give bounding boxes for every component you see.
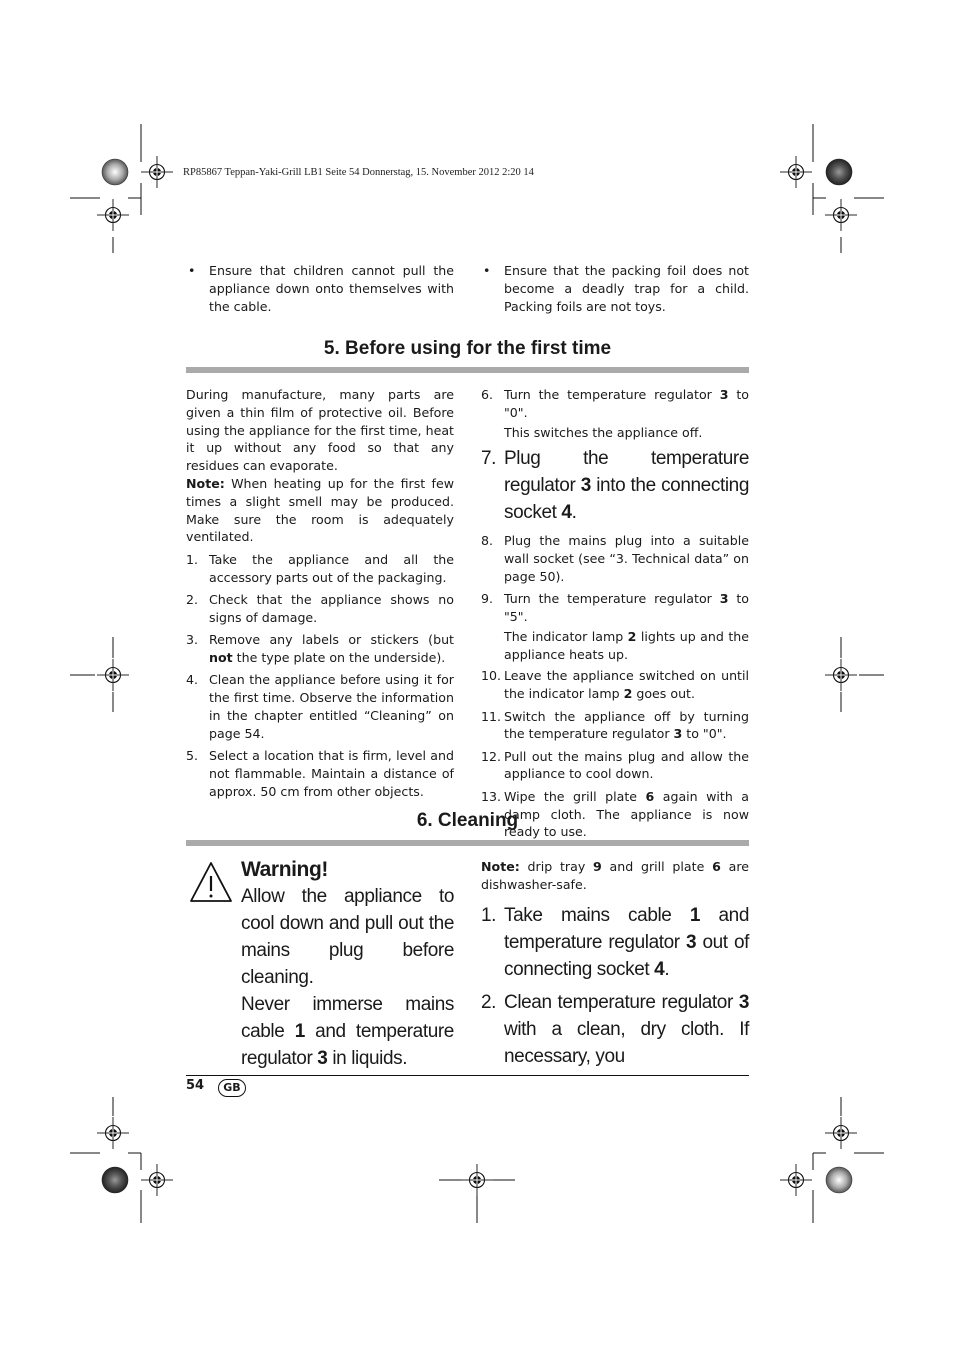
warning-text: in liquids.: [327, 1048, 408, 1069]
list-item: [186, 551, 454, 587]
step-text: lights up and the appliance heats up.: [504, 628, 749, 662]
list-item: [481, 748, 749, 784]
step-number: 10.: [481, 668, 502, 684]
step-text: to "5".: [504, 591, 749, 625]
step-subtext: This switches the appliance off.: [504, 424, 703, 440]
list-item: [481, 667, 749, 703]
step-bold: 4: [654, 958, 665, 980]
step-bold: 4: [561, 502, 572, 524]
note-label: Note:: [481, 859, 520, 874]
steps-list-right-2: [481, 532, 749, 625]
footer-rule: [186, 1075, 749, 1076]
section-heading-cleaning: 6. Cleaning: [416, 810, 519, 831]
step-text: Take mains cable: [504, 904, 690, 926]
note-bold: 6: [712, 859, 721, 874]
step-number: 7.: [481, 448, 497, 470]
warning-block: [241, 856, 454, 1072]
step-bold: 3: [580, 475, 591, 497]
step-bold: 3: [673, 726, 683, 742]
list-item: [481, 902, 749, 983]
step-text: Pull out the mains plug and allow the appliance to cool down.: [504, 748, 749, 782]
section6-right-column: [481, 858, 749, 1070]
step-bold: not: [209, 650, 233, 666]
step-text: to "0".: [682, 726, 727, 742]
step-text: Clean temperature regulator: [504, 991, 739, 1013]
step-text: to "0".: [504, 387, 749, 420]
step-number: 12.: [481, 748, 502, 764]
step-text: Plug the mains plug into a suitable wall socket (see “3. Technical data” on page 50).: [504, 533, 749, 584]
page-number: 54: [186, 1078, 205, 1093]
step-subtext: [481, 628, 749, 664]
list-item: [481, 532, 749, 585]
step-number: 8.: [481, 533, 494, 549]
step-text: Plug the temperature regulator: [504, 448, 749, 497]
warning-triangle-icon: [188, 860, 234, 906]
note-text: and grill plate: [601, 859, 713, 874]
printer-slug: RP85867 Teppan-Yaki-Grill LB1 Seite 54 Donnerstag, 15. November 2012 2:20 14: [183, 167, 534, 178]
step-number: 2.: [481, 991, 497, 1013]
step-number: 5.: [186, 748, 199, 764]
step-number: 2.: [186, 592, 199, 608]
step-text: Leave the appliance switched on until the indicator lamp: [504, 668, 749, 702]
step-7-large: [481, 445, 749, 526]
step-number: 11.: [481, 708, 502, 724]
section-heading-first-use: 5. Before using for the first time: [323, 338, 612, 359]
step-text: Wipe the grill plate: [504, 788, 646, 804]
step-number: 6.: [481, 387, 494, 402]
step-bold: 6: [645, 788, 655, 804]
step-text: Remove any labels or stickers (but: [209, 632, 454, 648]
section5-left-column: [186, 386, 454, 805]
warning-bold: 3: [317, 1048, 328, 1069]
list-item: [481, 989, 749, 1070]
step-text: The indicator lamp: [504, 628, 628, 644]
step-bold: 2: [627, 628, 637, 644]
step-text: .: [664, 958, 670, 980]
bullet-item: • Ensure that the packing foil does not become a deadly trap for a child. Packing foils are not toys.: [481, 262, 749, 315]
note-bold: 9: [593, 859, 602, 874]
warning-text: and temperature regulator: [241, 1021, 454, 1069]
top-bullet-left: [186, 262, 454, 315]
list-item: [186, 591, 454, 627]
language-badge: GB: [218, 1079, 246, 1097]
step-text: Take the appliance and all the accessory parts out of the packaging.: [209, 552, 454, 585]
note-label: Note:: [186, 475, 225, 491]
warning-text-2: [241, 991, 454, 1072]
list-item: [186, 747, 454, 800]
step-bold: 3: [719, 387, 729, 402]
bullet-item: • Ensure that children cannot pull the appliance down onto themselves with the cable.: [186, 262, 454, 315]
step-bold: 3: [719, 591, 729, 607]
list-item: [481, 386, 749, 422]
step-text: the type plate on the underside).: [232, 650, 446, 666]
note-text: are dishwasher-safe.: [481, 859, 749, 892]
step-text: and temperature regulator: [504, 904, 749, 953]
list-item: [186, 631, 454, 667]
list-item: [481, 445, 749, 526]
step-bold: 2: [623, 686, 633, 702]
steps-list-right: [481, 386, 749, 422]
step-text: with a clean, dry cloth. If necessary, you: [504, 1018, 749, 1067]
step-text: out of connecting socket: [504, 931, 749, 980]
top-bullet-right: [481, 262, 749, 315]
heading-rule: [186, 367, 749, 373]
step-text: Turn the temperature regulator: [504, 591, 720, 607]
warning-bold: 1: [294, 1021, 305, 1042]
step-text: Check that the appliance shows no signs of damage.: [209, 592, 454, 626]
step-number: 9.: [481, 591, 494, 607]
list-item: [481, 708, 749, 744]
note-paragraph: [186, 475, 454, 546]
step-bold: 3: [686, 931, 697, 953]
steps-list-left: [186, 551, 454, 800]
warning-title: Warning!: [241, 858, 329, 881]
step-number: 13.: [481, 788, 502, 804]
step-bold: 1: [689, 904, 701, 926]
list-item: [481, 590, 749, 626]
list-item: [186, 671, 454, 742]
warning-text-1: Allow the appliance to cool down and pull out the mains plug before cleaning.: [241, 886, 454, 988]
step-text: Select a location that is firm, level and not flammable. Maintain a distance of approx. 50 cm from other objects.: [209, 748, 454, 799]
intro-paragraph: During manufacture, many parts are given a thin film of protective oil. Before using the appliance for the first time, heat it up without any food so that any residues can evaporate.: [186, 387, 454, 474]
cleaning-steps: [481, 902, 749, 1070]
step-text: Clean the appliance before using it for the first time. Observe the information in the chapter entitled “Cleaning” on page 54.: [209, 672, 454, 741]
step-number: 1.: [186, 552, 199, 568]
step-text: again with a damp cloth. The appliance is now ready to use.: [504, 788, 749, 840]
note-text: drip tray: [519, 859, 594, 874]
step-text: goes out.: [632, 686, 696, 702]
step-text: .: [571, 502, 577, 524]
step-bold: 3: [738, 991, 749, 1013]
warning-text: Never immerse mains cable: [241, 994, 454, 1042]
step-number: 1.: [481, 904, 497, 926]
step-number: 3.: [186, 632, 199, 648]
cleaning-note: [481, 858, 749, 894]
step-number: 4.: [186, 672, 199, 688]
note-text: When heating up for the first few times a slight smell may be produced. Make sure the room is adequately ventilated.: [186, 475, 454, 545]
step-text: Switch the appliance off by turning the temperature regulator: [504, 708, 749, 742]
heading-rule: [186, 840, 749, 846]
section5-right-column: [481, 386, 749, 846]
step-text: Turn the temperature regulator: [504, 387, 720, 402]
step-text: into the connecting socket: [504, 475, 749, 524]
